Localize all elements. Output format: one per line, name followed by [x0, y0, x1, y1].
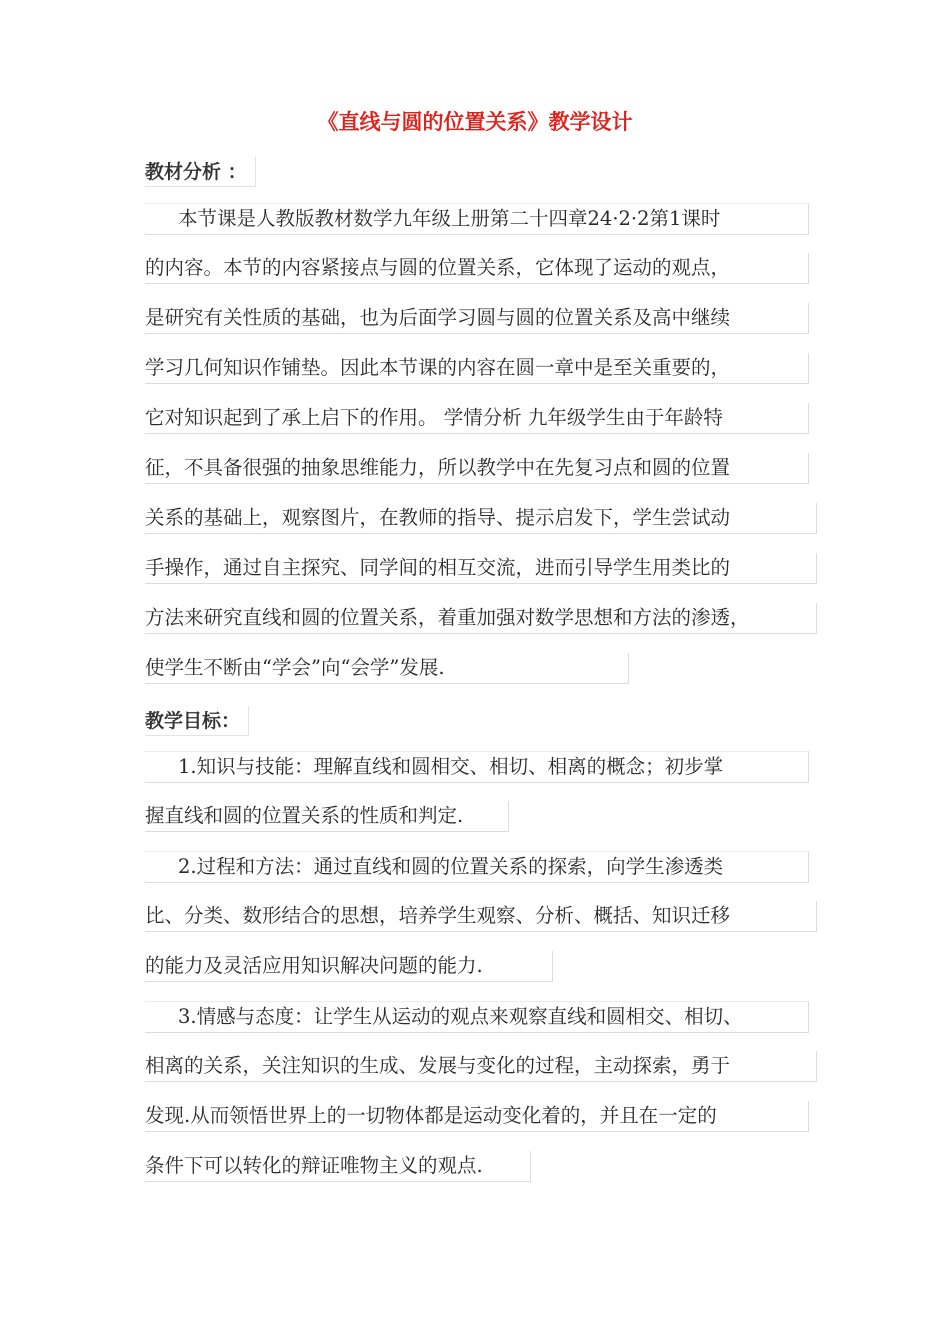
- objective-line: 2.过程和方法：通过直线和圆的位置关系的探索，向学生渗透类: [145, 851, 809, 883]
- objective-line: 的能力及灵活应用知识解决问题的能力.: [145, 951, 553, 982]
- paragraph-line: 征，不具备很强的抽象思维能力，所以教学中在先复习点和圆的位置: [145, 453, 809, 484]
- paragraph-line: 学习几何知识作铺垫。因此本节课的内容在圆一章中是至关重要的，: [145, 353, 809, 384]
- section-heading-teaching-objectives: 教学目标：: [145, 706, 249, 736]
- section-heading-textbook-analysis: 教材分析 ：: [145, 157, 256, 187]
- paragraph-line: 关系的基础上，观察图片，在教师的指导、提示启发下，学生尝试动: [145, 503, 817, 534]
- objective-line: 3.情感与态度：让学生从运动的观点来观察直线和圆相交、相切、: [145, 1001, 809, 1033]
- paragraph-line: 是研究有关性质的基础，也为后面学习圆与圆的位置关系及高中继续: [145, 303, 809, 334]
- objective-line: 条件下可以转化的辩证唯物主义的观点.: [145, 1151, 531, 1182]
- document-title: 《直线与圆的位置关系》教学设计: [317, 110, 633, 134]
- paragraph-line: 使学生不断由“学会”向“会学”发展.: [145, 653, 629, 684]
- objective-line: 相离的关系，关注知识的生成、发展与变化的过程，主动探索，勇于: [145, 1051, 817, 1082]
- objective-line: 握直线和圆的位置关系的性质和判定.: [145, 801, 509, 832]
- objective-line: 比、分类、数形结合的思想，培养学生观察、分析、概括、知识迁移: [145, 901, 817, 932]
- paragraph-line: 它对知识起到了承上启下的作用。 学情分析 九年级学生由于年龄特: [145, 403, 809, 434]
- paragraph-line: 本节课是人教版教材数学九年级上册第二十四章24·2·2第1课时: [145, 203, 809, 235]
- paragraph-line: 方法来研究直线和圆的位置关系，着重加强对数学思想和方法的渗透，: [145, 603, 817, 634]
- paragraph-line: 的内容。本节的内容紧接点与圆的位置关系，它体现了运动的观点，: [145, 253, 809, 284]
- objective-line: 1.知识与技能：理解直线和圆相交、相切、相离的概念；初步掌: [145, 751, 809, 783]
- objective-line: 发现.从而领悟世界上的一切物体都是运动变化着的，并且在一定的: [145, 1101, 809, 1132]
- paragraph-line: 手操作，通过自主探究、同学间的相互交流，进而引导学生用类比的: [145, 553, 817, 584]
